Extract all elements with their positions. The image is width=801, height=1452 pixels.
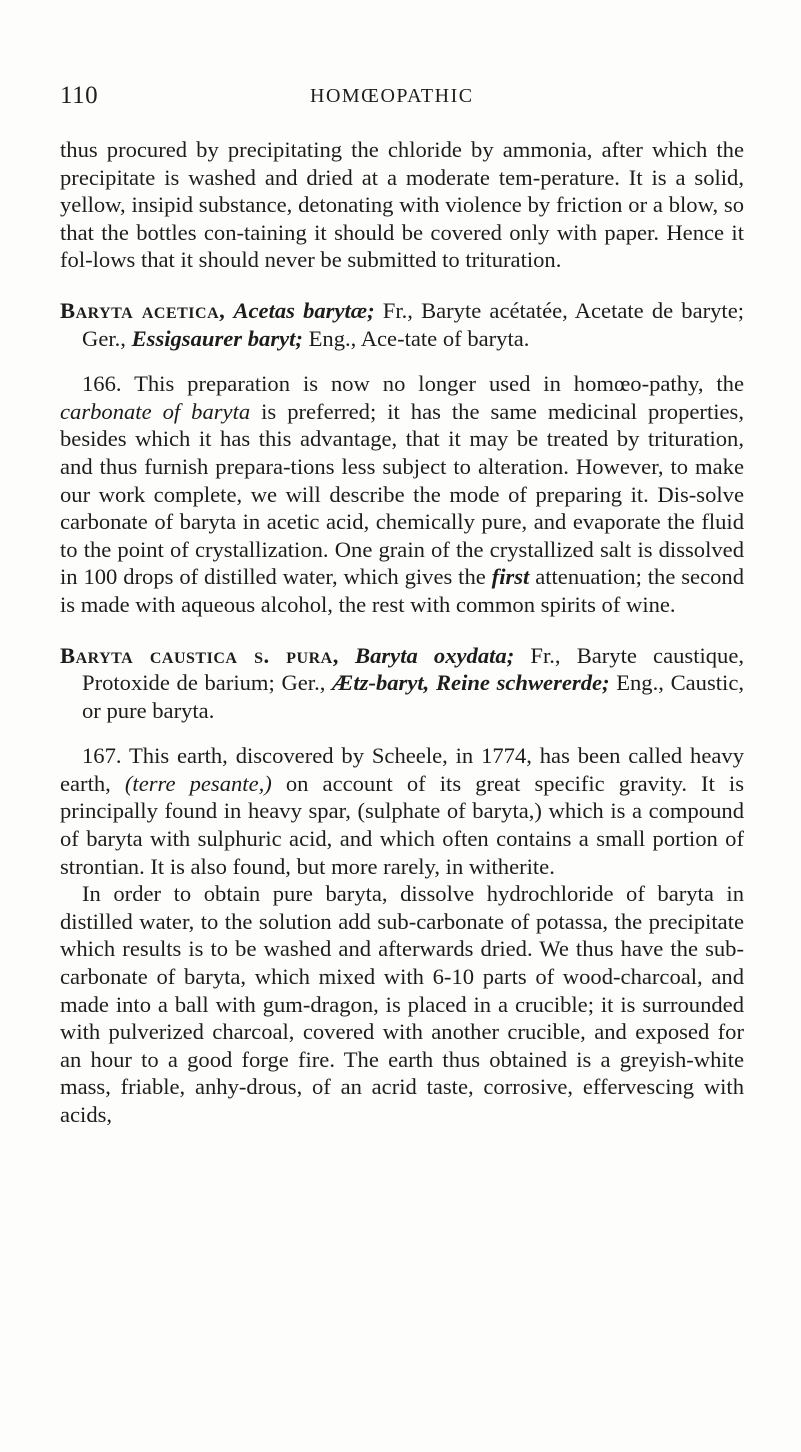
- paragraph-number: 167.: [82, 743, 122, 769]
- entry-latin-name: Baryta oxydata;: [355, 642, 515, 668]
- paragraph-text: is preferred; it has the same medicinal properties, besides which it has this advantage, that it may be treated by trituration, and thus furnish prepara-tions less subject to alteration. However, to make our work complete, we will describe the mode of preparing it. Dis-solve carbonate of baryta in acetic acid, chemically pure, and evaporate the fluid to the point of crystallization. One grain of the crystallized salt is dissolved in 100 drops of distilled water, which gives the: [60, 398, 744, 590]
- entry-name: Baryta acetica,: [60, 297, 226, 323]
- entry-latin-name: Acetas barytæ;: [233, 297, 375, 323]
- paragraph-text: This earth, discovered by Scheele, in 1774, has been called heavy earth,: [60, 743, 744, 796]
- running-head: [60, 82, 760, 112]
- ger-label: Ger.,: [82, 325, 132, 351]
- body-text: [60, 136, 744, 1129]
- fr-label: Fr.,: [374, 297, 422, 323]
- entry-baryta-caustica: [60, 642, 744, 725]
- fr-text: Baryte acétatée, Acetate de baryte;: [421, 297, 745, 323]
- paragraph-number: 166.: [82, 371, 122, 397]
- eng-text: Ace-tate of baryta.: [360, 325, 530, 351]
- italic-term: first: [491, 564, 530, 590]
- ger-text: Essigsaurer baryt;: [131, 325, 303, 351]
- paragraph-167: [60, 742, 744, 880]
- paragraph-text: This preparation is now no longer used in homœo-pathy, the: [121, 371, 744, 397]
- ger-text: Ætz-baryt, Reine schwererde;: [332, 670, 610, 696]
- running-title: HOMŒOPATHIC: [310, 85, 474, 107]
- paragraph-text: attenuation; the second is made with aqueous alcohol, the rest with common spirits of wine.: [60, 564, 744, 617]
- entry-name: Baryta caustica s. pura,: [60, 642, 339, 668]
- ger-label: Ger.,: [281, 670, 333, 696]
- eng-label: Eng.,: [302, 325, 361, 351]
- eng-label: Eng.,: [609, 670, 671, 696]
- italic-term: carbonate of baryta: [60, 398, 251, 424]
- fr-text: Baryte caustique, Protoxide de barium;: [82, 642, 745, 696]
- paragraph-166: [60, 370, 744, 618]
- paragraph-167-continued: In order to obtain pure baryta, dissolve hydrochloride of baryta in distilled water, to the solution add sub-carbonate of potassa, the precipitate which results is to be washed and afterwards dried. We thus have the sub-carbonate of baryta, which mixed with 6-10 parts of wood-charcoal, and made into a ball with gum-dragon, is placed in a crucible; it is surrounded with pulverized charcoal, covered with another crucible, and exposed for an hour to a good forge fire. The earth thus obtained is a greyish-white mass, friable, anhy-drous, of an acrid taste, corrosive, effervescing with acids,: [60, 881, 744, 1127]
- eng-text: Caustic, or pure baryta.: [82, 670, 744, 723]
- paragraph-continuation: thus procured by precipitating the chloride by ammonia, after which the precipitate is washed and dried at a moderate tem-perature. It is a solid, yellow, insipid substance, detonating with violence by friction or a blow, so that the bottles con-taining it should be covered only with paper. Hence it fol-lows that it should never be submitted to trituration.: [60, 137, 744, 273]
- fr-label: Fr.,: [514, 642, 577, 668]
- italic-term: (terre pesante,): [124, 770, 272, 796]
- paragraph-text: on account of its great specific gravity. It is principally found in heavy spar, (sulphate of baryta,) which is a compound of baryta with sulphuric acid, and which often contains a small portion of strontian. It is also found, but more rarely, in witherite.: [60, 770, 744, 879]
- entry-baryta-acetica: [60, 297, 744, 352]
- page-number: 110: [60, 82, 99, 109]
